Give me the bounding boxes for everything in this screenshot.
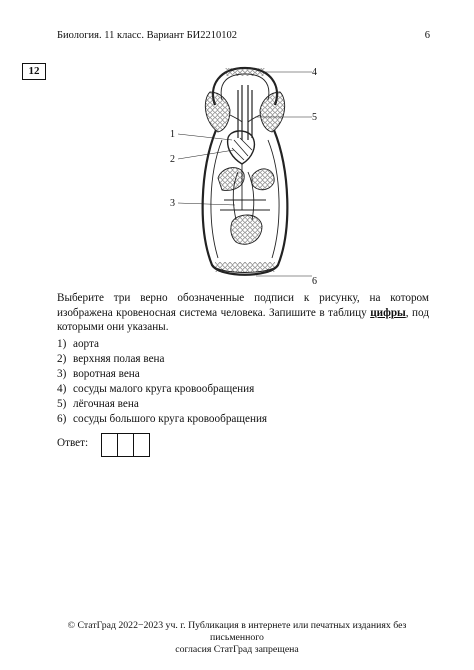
figure-label-6: 6 (312, 276, 317, 287)
answer-box-2[interactable] (117, 433, 134, 457)
answer-boxes (102, 433, 150, 457)
answer-options (57, 337, 267, 427)
option-item: 4) сосуды малого круга кровообращения (57, 383, 255, 395)
option-item: 2) верхняя полая вена (57, 353, 165, 365)
page-footer (40, 620, 434, 656)
figure-label-4: 4 (312, 67, 317, 78)
figure-label-1: 1 (170, 129, 175, 140)
option-item: 5) лёгочная вена (57, 398, 139, 410)
figure-label-2: 2 (170, 154, 175, 165)
answer-box-1[interactable] (101, 433, 118, 457)
header-title: Биология. 11 класс. Вариант БИ2210102 (57, 30, 237, 41)
figure-label-5: 5 (312, 112, 317, 123)
answer-box-3[interactable] (133, 433, 150, 457)
circulatory-system-figure (160, 60, 330, 290)
question-text: Выберите три верно обозначенные подписи к рисунку, на котором изображена кровеносная система человека. Запишите в таблицу цифры, под которыми они указаны. (57, 292, 430, 333)
answer-label: Ответ: (57, 437, 89, 449)
footer-line-1: © СтатГрад 2022−2023 уч. г. Публикация в интернете или печатных изданиях без письменного (67, 620, 407, 643)
question-number-box: 12 (22, 63, 46, 80)
option-item: 1) аорта (57, 338, 99, 350)
option-item: 3) воротная вена (57, 368, 140, 380)
question-emphasis: цифры (370, 306, 406, 319)
footer-line-2: согласия СтатГрад запрещена (175, 644, 299, 655)
page-header (57, 30, 430, 41)
figure-label-3: 3 (170, 198, 175, 209)
option-item: 6) сосуды большого круга кровообращения (57, 413, 268, 425)
page-number: 6 (424, 30, 430, 41)
